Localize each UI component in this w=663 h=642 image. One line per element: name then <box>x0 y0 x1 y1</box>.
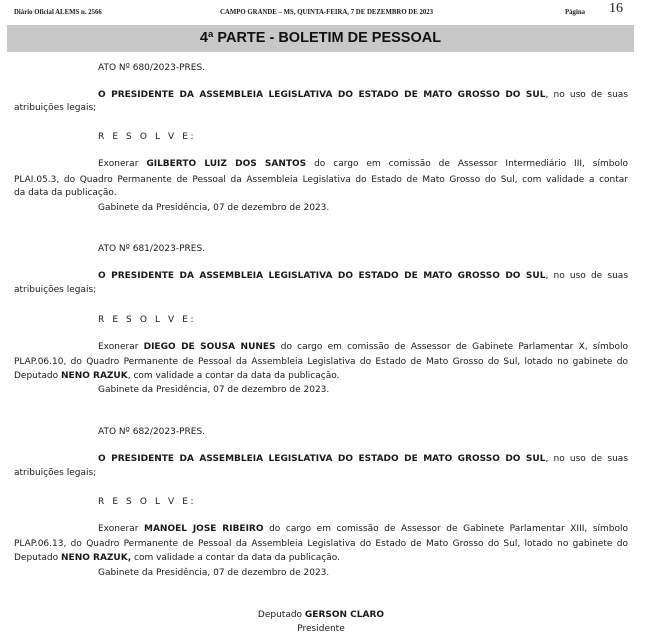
exoneration-line-2: PLAP.06.10, do Quadro Permanente de Pessoal da Assembleia Legislativa do Estado de Mato Grosso do Sul, lotado no gabinete do <box>14 357 628 367</box>
attributions: atribuições legais; <box>14 285 97 295</box>
signatory-name: GERSON CLARO <box>304 610 385 620</box>
president-clause: O PRESIDENTE DA ASSEMBLEIA LEGISLATIVA DO ESTADO DE MATO GROSSO DO SUL, no uso de suas <box>98 90 629 100</box>
exoneration-line-1: Exonerar MANOEL JOSE RIBEIRO do cargo em comissão de Assessor de Gabinete Parlamentar XIII, símbolo <box>98 524 629 534</box>
attributions: atribuições legais; <box>14 468 97 478</box>
president-clause: O PRESIDENTE DA ASSEMBLEIA LEGISLATIVA DO ESTADO DE MATO GROSSO DO SUL, no uso de suas <box>98 454 629 464</box>
deputy-name: NENO RAZUK <box>61 371 128 381</box>
exoneration-line-1: Exonerar DIEGO DE SOUSA NUNES do cargo em comissão de Assessor de Gabinete Parlamentar X, símbolo <box>98 342 628 352</box>
signatory-role: Presidente <box>297 624 345 634</box>
president-title: O PRESIDENTE DA ASSEMBLEIA LEGISLATIVA DO ESTADO DE MATO GROSSO DO SUL <box>98 90 546 100</box>
person-name: MANOEL JOSE RIBEIRO <box>143 524 264 534</box>
act-number: ATO Nº 681/2023-PRES. <box>98 244 206 254</box>
president-clause: O PRESIDENTE DA ASSEMBLEIA LEGISLATIVA DO ESTADO DE MATO GROSSO DO SUL, no uso de suas <box>98 271 629 281</box>
page-label: Página <box>565 9 586 16</box>
act-number: ATO Nº 680/2023-PRES. <box>98 63 206 73</box>
person-name: GILBERTO LUIZ DOS SANTOS <box>146 159 307 169</box>
office-date: Gabinete da Presidência, 07 de dezembro de 2023. <box>98 203 330 213</box>
resolve-heading: R E S O L V E: <box>98 132 197 142</box>
president-title: O PRESIDENTE DA ASSEMBLEIA LEGISLATIVA DO ESTADO DE MATO GROSSO DO SUL <box>98 454 546 464</box>
resolve-heading: R E S O L V E: <box>98 497 197 507</box>
president-title: O PRESIDENTE DA ASSEMBLEIA LEGISLATIVA DO ESTADO DE MATO GROSSO DO SUL <box>98 271 546 281</box>
office-date: Gabinete da Presidência, 07 de dezembro de 2023. <box>98 385 330 395</box>
journal-name: Diário Oficial ALEMS n. 2566 <box>14 9 102 16</box>
section-title: 4ª PARTE - BOLETIM DE PESSOAL <box>7 25 634 52</box>
exoneration-line-3: da data da publicação. <box>14 188 117 198</box>
person-name: DIEGO DE SOUSA NUNES <box>143 342 276 352</box>
exoneration-line-2: PLAI.05.3, do Quadro Permanente de Pessoal da Assembleia Legislativa do Estado de Mato Grosso do Sul, com validade a contar <box>14 175 628 185</box>
exoneration-line-1: Exonerar GILBERTO LUIZ DOS SANTOS do cargo em comissão de Assessor Intermediário III, símbolo <box>98 159 628 169</box>
page-header <box>14 1 626 20</box>
office-date: Gabinete da Presidência, 07 de dezembro de 2023. <box>98 568 330 578</box>
page-number: 16 <box>609 1 623 16</box>
resolve-heading: R E S O L V E: <box>98 315 197 325</box>
act-number: ATO Nº 682/2023-PRES. <box>98 427 206 437</box>
place-date: CAMPO GRANDE – MS, QUINTA-FEIRA, 7 DE DEZEMBRO DE 2023 <box>220 9 434 16</box>
exoneration-line-3: Deputado NENO RAZUK, com validade a contar da data da publicação. <box>14 553 340 563</box>
attributions: atribuições legais; <box>14 103 97 113</box>
deputy-name: NENO RAZUK, <box>61 553 132 563</box>
exoneration-line-3: Deputado NENO RAZUK, com validade a contar da data da publicação. <box>14 371 340 381</box>
exoneration-line-2: PLAP.06.13, do Quadro Permanente de Pessoal da Assembleia Legislativa do Estado de Mato Grosso do Sul, lotado no gabinete do <box>14 539 628 549</box>
signature-name-line: Deputado GERSON CLARO <box>257 610 385 620</box>
